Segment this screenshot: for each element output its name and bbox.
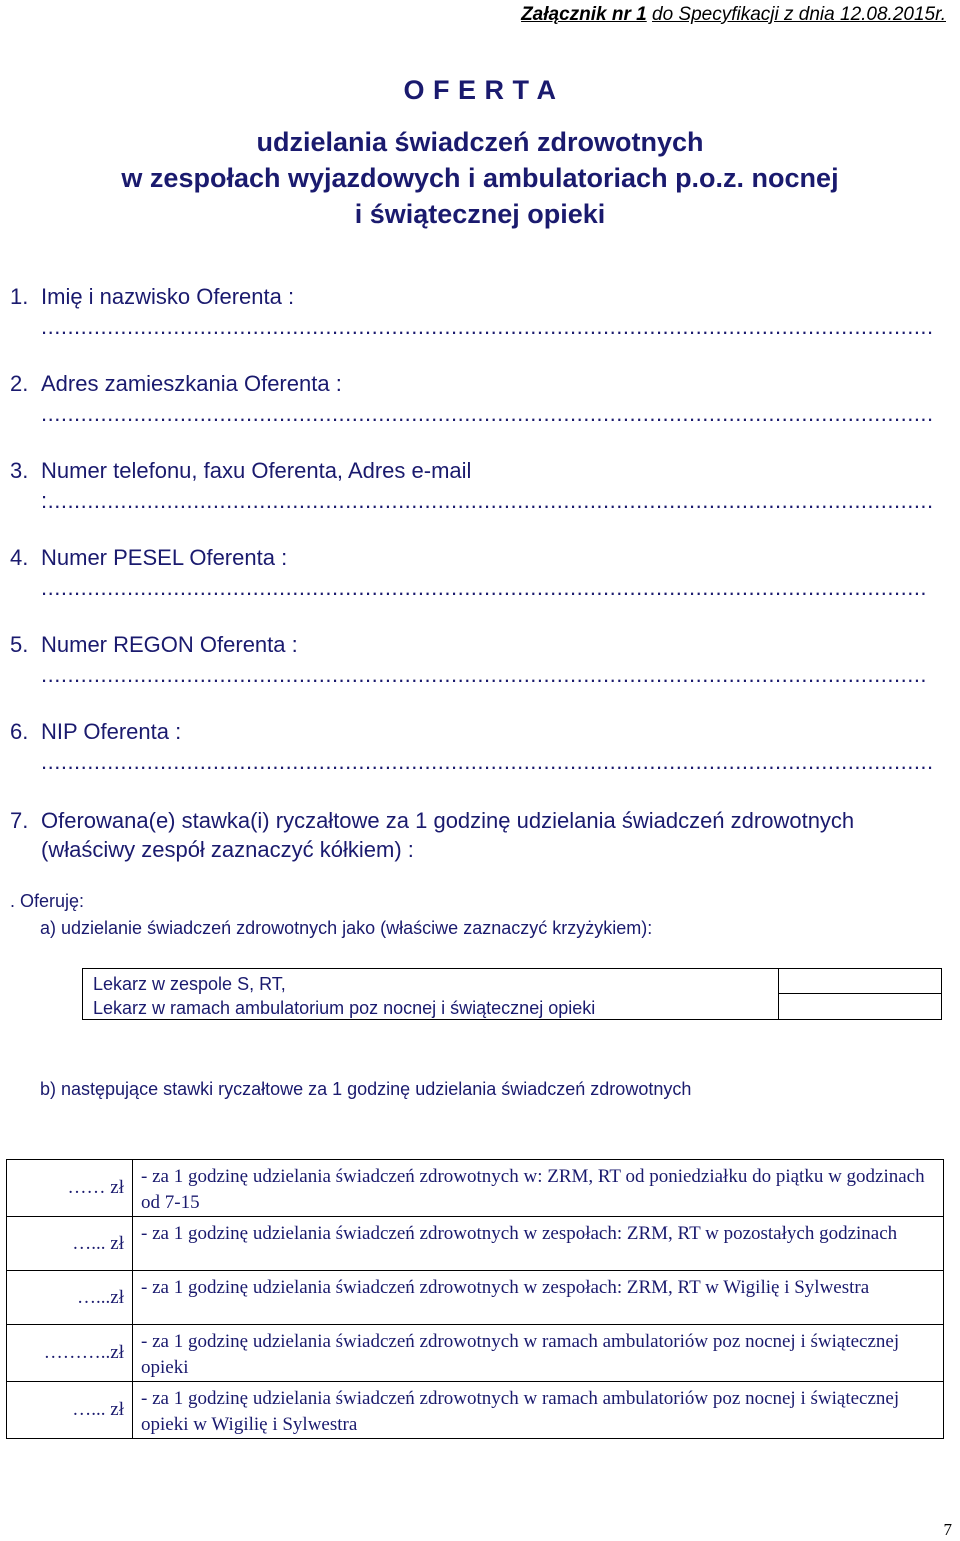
rate-row — [7, 1217, 944, 1271]
subtitle-line: w zespołach wyjazdowych i ambulatoriach p.o.z. nocnej — [121, 163, 839, 193]
field-name — [10, 284, 950, 310]
subtitle-line: i świątecznej opieki — [354, 199, 606, 229]
field-pesel — [10, 545, 950, 571]
field-address-dots[interactable]: ....................................................................................................................................... — [41, 401, 934, 426]
rate-row — [7, 1160, 944, 1217]
rate-row — [7, 1271, 944, 1325]
rate-row — [7, 1325, 944, 1382]
rate-amount[interactable]: …… zł — [7, 1160, 133, 1217]
document-title: O F E R T A — [403, 75, 557, 105]
point-b-text: b) następujące stawki ryczałtowe za 1 godzinę udzielania świadczeń zdrowotnych — [40, 1079, 692, 1099]
field-nip — [10, 719, 950, 745]
service-type-row: Lekarz w ramach ambulatorium poz nocnej i świątecznej opieki — [93, 998, 596, 1018]
rates-table — [6, 1159, 944, 1439]
field-number: 2. — [10, 371, 29, 396]
item-offered-rates-text: Oferowana(e) stawka(i) ryczałtowe za 1 godzinę udzielania świadczeń zdrowotnych (właściwy zespół zaznaczyć kółkiem) : — [41, 808, 855, 862]
rate-row — [7, 1382, 944, 1439]
field-name-dots[interactable]: ....................................................................................................................................... — [41, 314, 934, 339]
field-number: 1. — [10, 284, 29, 309]
attachment-number: Załącznik nr 1 — [521, 4, 647, 25]
rate-amount[interactable]: …... zł — [7, 1382, 133, 1439]
rate-amount[interactable]: ………..zł — [7, 1325, 133, 1382]
field-label: Numer REGON Oferenta : — [41, 632, 298, 657]
document-subtitle — [0, 124, 960, 232]
rate-description: - za 1 godzinę udzielania świadczeń zdrowotnych w ramach ambulatoriów poz nocnej i świątecznej opieki w Wigilię i Sylwestra — [133, 1382, 944, 1439]
field-label: NIP Oferenta : — [41, 719, 182, 744]
field-contact-dots[interactable]: :...................................................................................................................................... — [41, 488, 934, 513]
field-label: Adres zamieszkania Oferenta : — [41, 371, 342, 396]
rate-amount[interactable]: …... zł — [7, 1217, 133, 1271]
field-contact — [10, 458, 950, 484]
field-pesel-dots[interactable]: ...................................................................................................................................... — [41, 575, 928, 600]
field-number: 4. — [10, 545, 29, 570]
field-number: 6. — [10, 719, 29, 744]
field-regon — [10, 632, 950, 658]
attachment-note — [521, 4, 946, 26]
service-type-row: Lekarz w zespole S, RT, — [93, 974, 286, 994]
field-number: 7. — [10, 808, 29, 833]
rate-description: - za 1 godzinę udzielania świadczeń zdrowotnych w zespołach: ZRM, RT w pozostałych godzinach — [133, 1217, 944, 1271]
field-number: 5. — [10, 632, 29, 657]
service-type-labels — [83, 969, 779, 1019]
offer-label: . Oferuję: — [10, 891, 85, 911]
page-number: 7 — [943, 1520, 952, 1539]
rate-description: - za 1 godzinę udzielania świadczeń zdrowotnych w zespołach: ZRM, RT w Wigilię i Sylwestra — [133, 1271, 944, 1325]
field-label: Numer PESEL Oferenta : — [41, 545, 288, 570]
subtitle-line: udzielania świadczeń zdrowotnych — [256, 127, 704, 157]
field-regon-dots[interactable]: ...................................................................................................................................... — [41, 662, 928, 687]
rate-amount[interactable]: …...zł — [7, 1271, 133, 1325]
service-type-checkbox-cells[interactable] — [779, 969, 941, 1019]
service-type-table — [82, 968, 942, 1020]
rate-description: - za 1 godzinę udzielania świadczeń zdrowotnych w ramach ambulatoriów poz nocnej i świątecznej opieki — [133, 1325, 944, 1382]
field-label: Numer telefonu, faxu Oferenta, Adres e-mail — [41, 458, 472, 483]
field-label: Imię i nazwisko Oferenta : — [41, 284, 295, 309]
service-type-divider — [779, 993, 941, 994]
field-address — [10, 371, 950, 397]
field-nip-dots[interactable]: ....................................................................................................................................... — [41, 749, 934, 774]
rate-description: - za 1 godzinę udzielania świadczeń zdrowotnych w: ZRM, RT od poniedziałku do piątku w godzinach od 7-15 — [133, 1160, 944, 1217]
attachment-specification: do Specyfikacji z dnia 12.08.2015r. — [652, 4, 946, 25]
field-number: 3. — [10, 458, 29, 483]
point-a-text: a) udzielanie świadczeń zdrowotnych jako (właściwe zaznaczyć krzyżykiem): — [40, 918, 653, 938]
